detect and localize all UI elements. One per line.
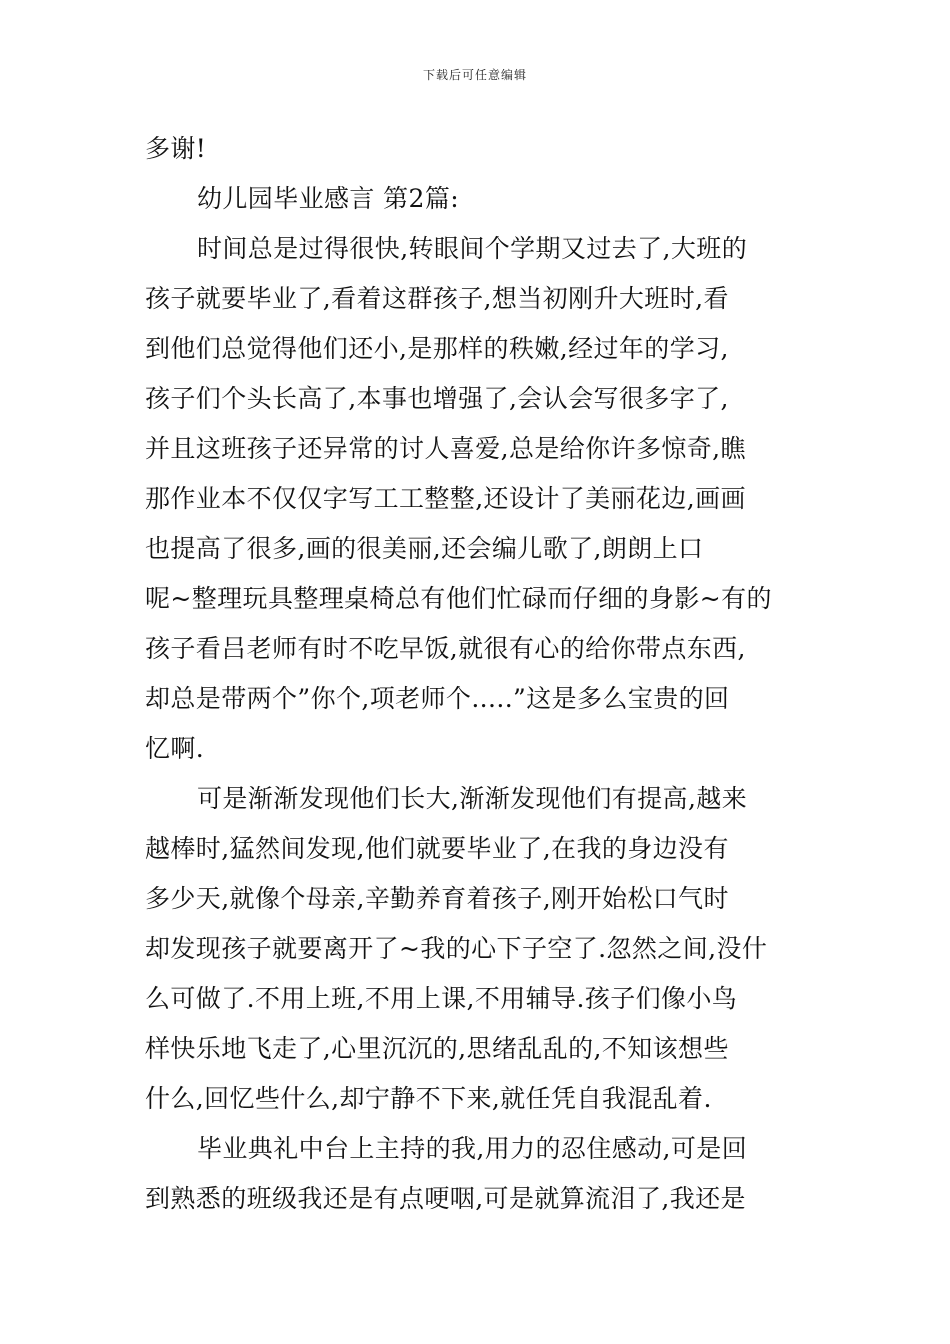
- text-line: 那作业本不仅仅字写工工整整,还设计了美丽花边,画画: [145, 484, 746, 513]
- section-title: 幼儿园毕业感言 第2篇:: [197, 184, 460, 213]
- text-line: 到熟悉的班级我还是有点哽咽,可是就算流泪了,我还是: [145, 1184, 746, 1213]
- text-line: 也提高了很多,画的很美丽,还会编儿歌了,朗朗上口: [145, 534, 704, 563]
- text-line: 多谢!: [145, 134, 207, 163]
- text-line: 并且这班孩子还异常的讨人喜爱,总是给你许多惊奇,瞧: [145, 434, 746, 463]
- paragraph-first-line: 可是渐渐发现他们长大,渐渐发现他们有提高,越来: [197, 784, 748, 813]
- text-line: 孩子们个头长高了,本事也增强了,会认会写很多字了,: [145, 384, 729, 413]
- text-line: 样快乐地飞走了,心里沉沉的,思绪乱乱的,不知该想些: [145, 1034, 729, 1063]
- text-line: 到他们总觉得他们还小,是那样的秩嫩,经过年的学习,: [145, 334, 729, 363]
- text-line: 多少天,就像个母亲,辛勤养育着孩子,刚开始松口气时: [145, 884, 729, 913]
- page-header: 下载后可任意编辑: [422, 68, 527, 82]
- document-body: [145, 124, 815, 1224]
- text-line: 什么,回忆些什么,却宁静不下来,就任凭自我混乱着.: [145, 1084, 712, 1113]
- text-line: 却发现孩子就要离开了~我的心下子空了.忽然之间,没什: [145, 934, 768, 963]
- text-line: 却总是带两个”你个,项老师个.....”这是多么宝贵的回: [145, 684, 730, 713]
- paragraph-first-line: 毕业典礼中台上主持的我,用力的忍住感动,可是回: [197, 1134, 748, 1163]
- text-line: 呢~整理玩具整理桌椅总有他们忙碌而仔细的身影~有的: [145, 584, 772, 613]
- text-line: 么可做了.不用上班,不用上课,不用辅导.孩子们像小鸟: [145, 984, 738, 1013]
- paragraph-first-line: 时间总是过得很快,转眼间个学期又过去了,大班的: [197, 234, 748, 263]
- text-line: 越棒时,猛然间发现,他们就要毕业了,在我的身边没有: [145, 834, 729, 863]
- text-line: 忆啊.: [145, 734, 205, 763]
- text-line: 孩子就要毕业了,看着这群孩子,想当初刚升大班时,看: [145, 284, 729, 313]
- text-line: 孩子看吕老师有时不吃早饭,就很有心的给你带点东西,: [145, 634, 746, 663]
